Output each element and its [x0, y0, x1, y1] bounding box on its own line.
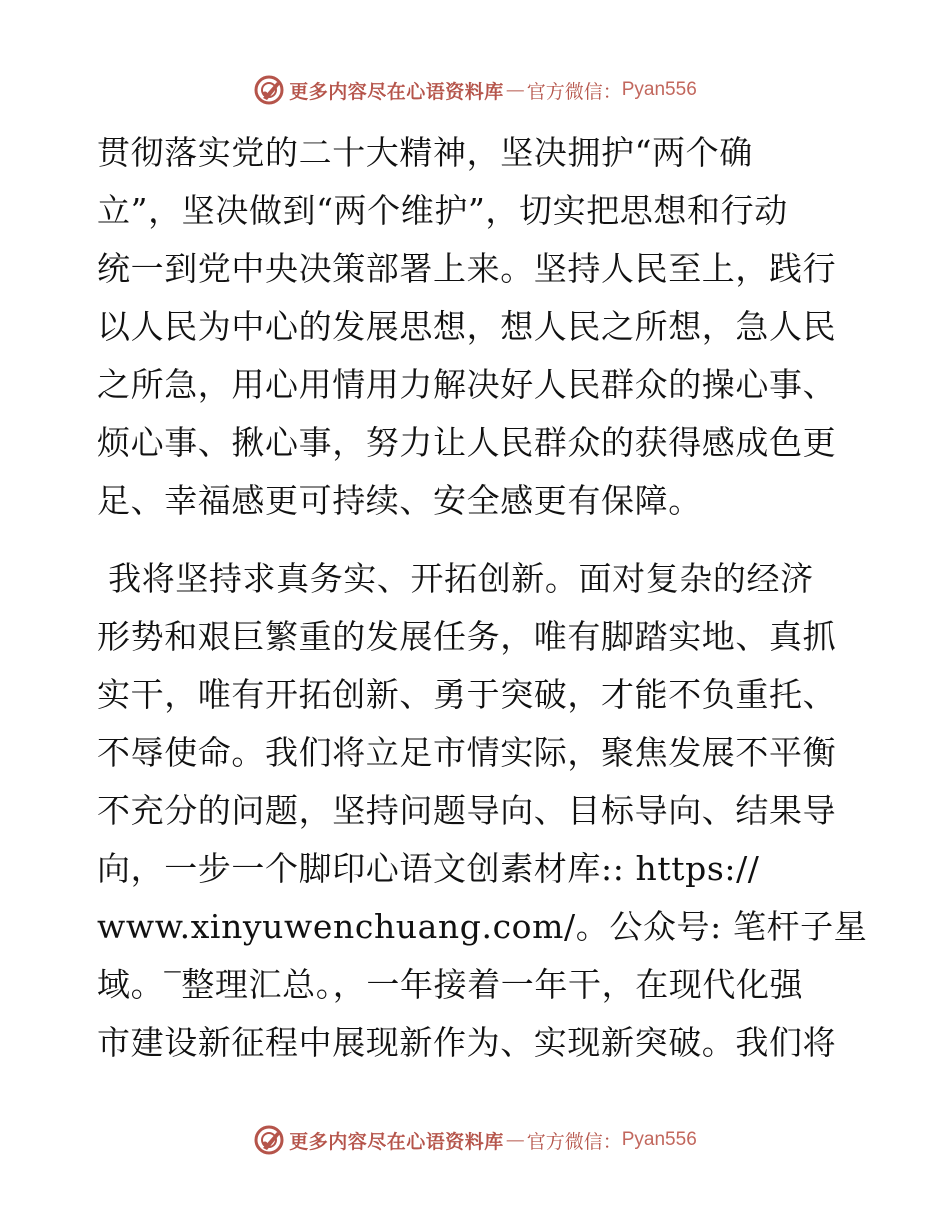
text-line: 以人民为中心的发展思想，想人民之所想，急人民: [97, 307, 837, 346]
text-line: 统一到党中央决策部署上来。坚持人民至上，践行: [97, 249, 837, 288]
text-line: 向，一步一个脚印心语文创素材库:: https://: [97, 849, 760, 888]
header-wechat-id: Pyan556: [621, 79, 697, 100]
text-line: 贯彻落实党的二十大精神，坚决拥护“两个确: [97, 133, 753, 172]
header-site-name: 更多内容尽在心语资料库: [289, 80, 504, 103]
text-line: www.xinyuwenchuang.com/。公众号: 笔杆子星: [97, 907, 868, 946]
footer-banner: [0, 1118, 950, 1162]
footer-site-name: 更多内容尽在心语资料库: [289, 1130, 504, 1153]
text-line: 立”，坚决做到“两个维护”，切实把思想和行动: [97, 191, 788, 230]
text-line: 实干，唯有开拓创新、勇于突破，才能不负重托、: [97, 675, 837, 714]
header-separator: —: [505, 79, 525, 101]
text-line: 之所急，用心用情用力解决好人民群众的操心事、: [97, 365, 837, 404]
text-line: 不辱使命。我们将立足市情实际，聚焦发展不平衡: [97, 733, 837, 772]
text-line: 形势和艰巨繁重的发展任务，唯有脚踏实地、真抓: [97, 617, 837, 656]
footer-wechat-id: Pyan556: [621, 1129, 697, 1150]
paragraph-1: [97, 124, 849, 530]
brand-logo-icon: [253, 1124, 285, 1156]
footer-separator: —: [505, 1129, 525, 1151]
header-banner: [0, 68, 950, 112]
text-line: 不充分的问题，坚持问题导向、目标导向、结果导: [97, 791, 837, 830]
brand-logo-icon: [253, 74, 285, 106]
text-line: 市建设新征程中展现新作为、实现新突破。我们将: [97, 1023, 837, 1062]
footer-wechat-label: 官方微信：: [526, 1130, 622, 1153]
text-line: 足、幸福感更可持续、安全感更有保障。: [97, 481, 702, 520]
text-line: 烦心事、揪心事，努力让人民群众的获得感成色更: [97, 423, 837, 462]
text-line: 我将坚持求真务实、开拓创新。面对复杂的经济: [97, 559, 814, 598]
text-line: 域。‾整理汇总。，一年接着一年干，在现代化强: [97, 965, 804, 1004]
header-wechat-label: 官方微信：: [526, 80, 622, 103]
paragraph-gap: [97, 530, 849, 550]
paragraph-2: [97, 550, 868, 1072]
document-body: [97, 124, 868, 1072]
